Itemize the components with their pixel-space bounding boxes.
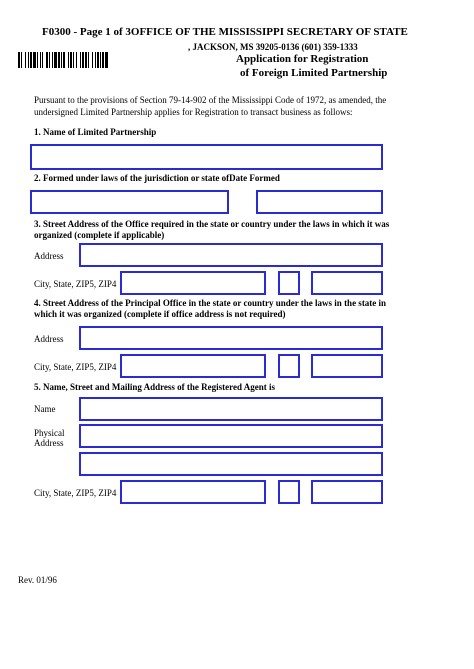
form-header: F0300 - Page 1 of 3OFFICE OF THE MISSISSIPPI SECRETARY OF STATE	[42, 26, 408, 38]
s4-city-state-zip-label: City, State, ZIP5, ZIP4	[34, 362, 117, 372]
agent-physical-address-field[interactable]	[79, 424, 383, 448]
section-4-heading-line-1: 4. Street Address of the Principal Office in the state or country under the laws in the state in	[34, 298, 387, 308]
s4-state-field[interactable]	[278, 354, 300, 378]
revision-label: Rev. 01/96	[18, 575, 57, 585]
s5-state-field[interactable]	[278, 480, 300, 504]
s3-zip-field[interactable]	[311, 271, 383, 295]
s3-address-field[interactable]	[79, 243, 383, 267]
form-title-line1: Application for Registration	[236, 53, 369, 65]
intro-line-1: Pursuant to the provisions of Section 79-14-902 of the Mississippi Code of 1972, as amended, the	[34, 95, 387, 105]
section-4-heading-line-2: which it was organized (complete if office address is not required)	[34, 309, 286, 319]
form-title-line2: of Foreign Limited Partnership	[240, 67, 388, 79]
s4-city-field[interactable]	[120, 354, 266, 378]
section-2-heading: 2. Formed under laws of the jurisdiction or state ofDate Formed	[34, 173, 280, 183]
office-contact: , JACKSON, MS 39205-0136 (601) 359-1333	[188, 42, 358, 52]
date-formed-field[interactable]	[256, 190, 383, 214]
s3-state-field[interactable]	[278, 271, 300, 295]
s3-city-state-zip-label: City, State, ZIP5, ZIP4	[34, 279, 117, 289]
s3-city-field[interactable]	[120, 271, 266, 295]
s5-city-state-zip-label: City, State, ZIP5, ZIP4	[34, 488, 117, 498]
partnership-name-field[interactable]	[30, 144, 383, 170]
section-5-heading: 5. Name, Street and Mailing Address of the Registered Agent is	[34, 382, 275, 392]
section-1-heading: 1. Name of Limited Partnership	[34, 127, 157, 137]
s4-address-label: Address	[34, 334, 64, 344]
s4-zip-field[interactable]	[311, 354, 383, 378]
agent-name-label: Name	[34, 404, 56, 414]
intro-line-2: undersigned Limited Partnership applies for Registration to transact business as follows:	[34, 107, 353, 117]
barcode-bar	[108, 52, 109, 68]
physical-address-label-line-2: Address	[34, 438, 64, 448]
s5-city-field[interactable]	[120, 480, 266, 504]
agent-mailing-address-field[interactable]	[79, 452, 383, 476]
agent-name-field[interactable]	[79, 397, 383, 421]
jurisdiction-field[interactable]	[30, 190, 229, 214]
section-3-heading-line-1: 3. Street Address of the Office required in the state or country under the laws in which it was	[34, 219, 390, 229]
section-3-heading-line-2: organized (complete if applicable)	[34, 230, 165, 240]
physical-address-label-line-1: Physical	[34, 428, 65, 438]
s5-zip-field[interactable]	[311, 480, 383, 504]
s4-address-field[interactable]	[79, 326, 383, 350]
s3-address-label: Address	[34, 251, 64, 261]
barcode	[18, 52, 168, 68]
